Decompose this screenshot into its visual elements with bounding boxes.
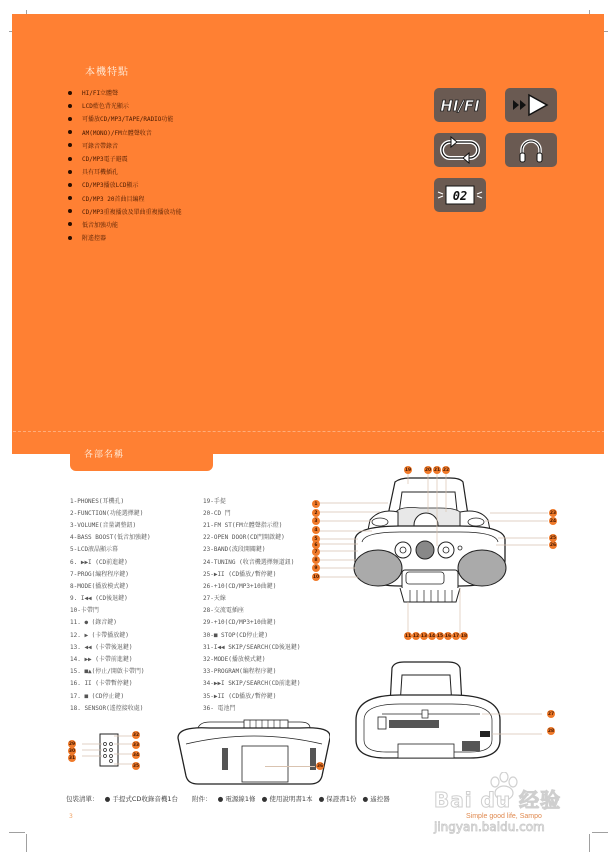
- part-item: 4-BASS BOOST(低音加強鍵): [70, 534, 151, 542]
- callout-1: 1: [312, 500, 320, 508]
- repeat-icon: [434, 133, 486, 167]
- page-number: 3: [69, 813, 73, 820]
- part-item: 9. I◀◀ (CD後退鍵): [70, 595, 128, 603]
- accessories-label: 附件：: [192, 795, 212, 803]
- crop-mark: [9, 832, 25, 833]
- baidu-watermark: [430, 772, 580, 832]
- part-item: 27-天線: [203, 595, 226, 603]
- callout-6: 6: [312, 541, 320, 549]
- part-item: 1-PHONES(耳機孔): [70, 497, 125, 505]
- headphones-icon: [505, 133, 557, 167]
- callout-22: 22: [442, 467, 450, 473]
- callout-20: 20: [424, 467, 432, 473]
- bullet-icon: [68, 209, 72, 213]
- bullet-icon: [68, 157, 72, 161]
- callout-34: 34: [132, 752, 140, 758]
- callout-8: 8: [312, 556, 320, 564]
- callout-15: 15: [436, 633, 444, 639]
- callout-19: 19: [404, 467, 412, 473]
- svg-text:HI/FI: HI/FI: [440, 97, 480, 115]
- watermark-slogan: Simple good life, Sampo: [466, 813, 542, 820]
- watermark-brand: Bai du 经验: [434, 788, 562, 812]
- parts-list-left: [70, 494, 151, 713]
- part-item: 26-+10(CD/MP3+10曲鍵): [203, 582, 277, 590]
- part-item: 19-手提: [203, 497, 226, 505]
- part-item: 10-卡帶門: [70, 607, 99, 615]
- part-item: 35-▶II (CD播放/暫停鍵): [203, 692, 277, 700]
- bullet-icon: [68, 236, 72, 240]
- feature-item: 附遙控器: [68, 231, 182, 244]
- callout-24: 24: [549, 518, 557, 524]
- part-item: 30-■ STOP(CD停止鍵): [203, 631, 268, 639]
- part-item: 6. ▶▶I (CD前進鍵): [70, 558, 128, 566]
- callout-18: 18: [460, 633, 468, 639]
- callout-11: 11: [404, 633, 412, 639]
- feature-item: CD/MP3 20首曲目編程: [68, 192, 182, 205]
- part-item: 5-LCD液晶顯示幕: [70, 546, 119, 554]
- crop-mark: [592, 832, 608, 833]
- feature-item: 可錄音帶錄音: [68, 139, 182, 152]
- part-item: 33-PROGRAM(編程程序鍵): [203, 668, 277, 676]
- feature-item: LCD藍色背光顯示: [68, 99, 182, 112]
- callout-4: 4: [312, 526, 320, 534]
- feature-item: AM(MONO)/FM立體聲收音: [68, 126, 182, 139]
- feature-item: HI/FI立體聲: [68, 86, 182, 99]
- features-title: 本機特點: [85, 67, 129, 78]
- lcd-display-icon: [434, 178, 486, 212]
- part-item: 29-+10(CD/MP3+10曲鍵): [203, 619, 277, 627]
- feature-item: CD/MP3電子避震: [68, 152, 182, 165]
- part-item: 36- 電池門: [203, 704, 236, 712]
- part-item: 13. ◀◀ (卡帶後退鍵): [70, 643, 133, 651]
- part-item: 23-BAND(波段開關鍵): [203, 546, 266, 554]
- leader-line: [265, 766, 315, 767]
- part-item: 3-VOLUME(音量調整鈕): [70, 521, 137, 529]
- part-item: 21-FM ST(FM立體聲指示燈): [203, 521, 283, 529]
- accessory-item: ● 保證書1份: [318, 795, 357, 803]
- remote-control-diagram: [80, 730, 140, 770]
- callout-7: 7: [312, 548, 320, 556]
- part-item: 12. ▶ (卡帶播放鍵): [70, 631, 129, 639]
- callout-9: 9: [312, 564, 320, 572]
- callout-23: 23: [549, 510, 557, 516]
- callout-14: 14: [428, 633, 436, 639]
- part-item: 28-交流電插座: [203, 607, 244, 615]
- part-item: 8-MODE(播放模式鍵): [70, 582, 129, 590]
- part-item: 24-TUNING (收音機選擇頻道鈕): [203, 558, 295, 566]
- callout-35: 35: [132, 763, 140, 769]
- watermark-url: jingyan.baidu.com: [434, 820, 545, 834]
- part-item: 18. SENSOR(遙控接收處): [70, 704, 144, 712]
- callout-13: 13: [420, 633, 428, 639]
- part-item: 31-I◀◀ SKIP/SEARCH(CD後退鍵): [203, 643, 301, 651]
- callout-21: 21: [433, 467, 441, 473]
- part-item: 11. ● (錄音鍵): [70, 619, 117, 627]
- svg-text:02: 02: [452, 189, 468, 203]
- feature-item: 低音加強功能: [68, 218, 182, 231]
- part-item: 14. ▶▶ (卡帶前進鍵): [70, 656, 133, 664]
- back-view-diagram: [340, 660, 580, 770]
- callout-17: 17: [452, 633, 460, 639]
- parts-title: 各部名稱: [84, 450, 125, 460]
- part-item: 34-▶▶I SKIP/SEARCH(CD前進鍵): [203, 680, 301, 688]
- part-item: 20-CD 門: [203, 509, 231, 517]
- feature-item: 可播放CD/MP3/TAPE/RADIO功能: [68, 112, 182, 125]
- bottom-view-diagram: [170, 718, 330, 786]
- callout-10: 10: [312, 574, 320, 580]
- bullet-icon: [68, 91, 72, 95]
- crop-mark: [589, 834, 590, 852]
- fold-line: [8, 431, 605, 432]
- crop-mark: [26, 834, 27, 852]
- bullet-icon: [68, 104, 72, 108]
- part-item: 22-OPEN DOOR(CD門開啟鍵): [203, 534, 285, 542]
- callout-33: 33: [132, 742, 140, 748]
- bullet-icon: [68, 130, 72, 134]
- bullet-icon: [68, 183, 72, 187]
- callout-31: 31: [68, 755, 76, 761]
- feature-list: [68, 86, 182, 244]
- accessory-item: ● 使用說明書1本: [261, 795, 313, 803]
- hifi-icon: [434, 88, 486, 122]
- callout-26: 26: [549, 542, 557, 548]
- feature-item: CD/MP3重複播放及單曲重複播放功能: [68, 205, 182, 218]
- front-view-diagram: [300, 460, 570, 645]
- parts-list-right: [203, 494, 300, 713]
- part-item: 32-MODE(播放模式鍵): [203, 656, 266, 664]
- feature-item: 具有耳機插孔: [68, 165, 182, 178]
- part-item: 15. ■▲(停止/開啟卡帶門): [70, 668, 145, 676]
- bullet-icon: [68, 143, 72, 147]
- callout-29: 29: [68, 741, 76, 747]
- part-item: 2-FUNCTION(功能選擇鍵): [70, 509, 144, 517]
- callout-5: 5: [312, 535, 320, 543]
- callout-27: 27: [547, 711, 555, 717]
- callout-30: 30: [68, 748, 76, 754]
- callout-32: 32: [132, 732, 140, 738]
- part-item: 17. ■ (CD停止鍵): [70, 692, 125, 700]
- callout-28: 28: [547, 728, 555, 734]
- bullet-icon: [68, 170, 72, 174]
- callout-3: 3: [312, 517, 320, 525]
- callout-2: 2: [312, 509, 320, 517]
- package-contents: [66, 794, 394, 803]
- package-label: 包裝清單：: [66, 795, 99, 803]
- part-item: 7-PROG(編程程序鍵): [70, 570, 129, 578]
- package-main-item: ● 手提式CD收錄音機1台: [104, 795, 178, 803]
- part-item: 16. II (卡帶暫停鍵): [70, 680, 133, 688]
- bullet-icon: [68, 222, 72, 226]
- callout-12: 12: [412, 633, 420, 639]
- bullet-icon: [68, 117, 72, 121]
- accessory-item: ● 遙控器: [362, 795, 390, 803]
- part-item: 25-▶II (CD播放/暫停鍵): [203, 570, 277, 578]
- callout-36: 36: [316, 763, 324, 769]
- bullet-icon: [68, 196, 72, 200]
- callout-16: 16: [444, 633, 452, 639]
- fast-play-icon: [505, 88, 557, 122]
- callout-25: 25: [549, 535, 557, 541]
- accessory-item: ● 電源線1條: [217, 795, 256, 803]
- feature-item: CD/MP3播放LCD顯示: [68, 178, 182, 191]
